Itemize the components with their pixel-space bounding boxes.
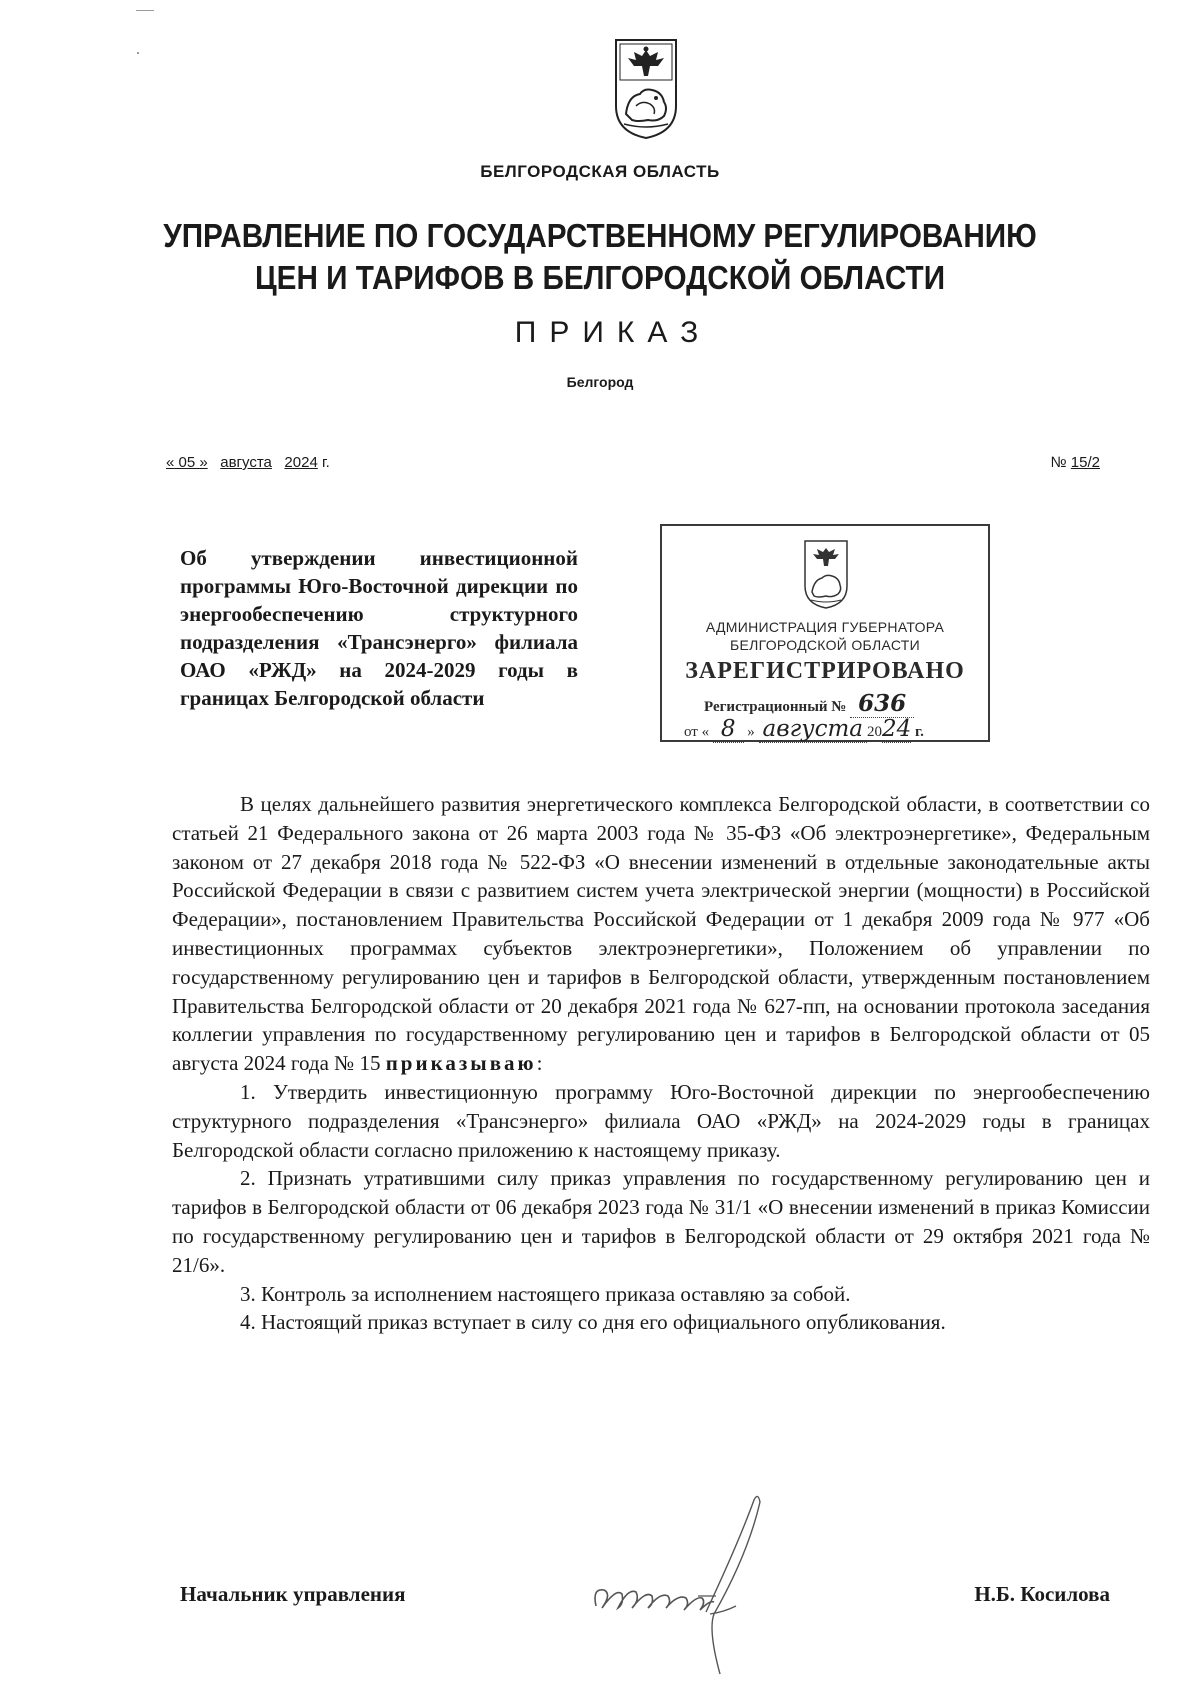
city: Белгород [566,374,634,390]
stamp-registration-number [704,690,914,717]
order-date-year: 2024 [284,454,318,471]
stamp-registered-label: ЗАРЕГИСТРИРОВАНО [685,658,965,684]
order-number [1051,454,1100,471]
document-type: ПРИКАЗ [514,316,712,349]
registration-stamp [660,524,990,742]
stamp-date-year-suffix: 24 [881,716,912,742]
handwritten-signature [588,1484,788,1684]
stamp-date-year-prefix: 20 [866,724,882,740]
authority-title-line-2: ЦЕН И ТАРИФОВ В БЕЛГОРОДСКОЙ ОБЛАСТИ [254,259,946,296]
scan-artifact-dot [137,52,139,54]
stamp-coat-of-arms-icon [802,538,850,610]
stamp-registration-number-label: Регистрационный № [704,699,847,715]
stamp-date-month: августа [759,716,867,743]
order-number-value: 15/2 [1070,454,1100,471]
preamble-text: В целях дальнейшего развития энергетического комплекса Белгородской области, в соответствии со статьей 21 Федерального закона от 26 марта 2003 года № 35-ФЗ «Об электроэнергетике», Федеральным законом от 27 декабря 2018 года № 522-ФЗ «О внесении изменений в отдельные законодательные акты Российской Федерации в связи с развитием систем учета электрической энергии (мощности) в Российской Федерации», постановлением Правительства Российской Федерации от 1 декабря 2009 года № 977 «Об инвестиционных программах субъектов электроэнергетики», Положением об управлении по государственному регулированию цен и тарифов в Белгородской области, утвержденным постановлением Правительства Белгородской области от 20 декабря 2021 года № 627-пп, на основании протокола заседания коллегии управления по государственному регулированию цен и тарифов в Белгородской области от 05 августа 2024 года № 15 [172,792,1150,1076]
order-word: приказываю [385,1051,537,1076]
stamp-registration-number-value: 636 [850,690,914,718]
stamp-administration [662,618,988,654]
stamp-administration-line-2: БЕЛГОРОДСКОЙ ОБЛАСТИ [730,637,920,653]
authority-title [150,215,1050,299]
order-date-close-quote: » [199,454,208,471]
preamble-paragraph [172,790,1150,1078]
region-name: БЕЛГОРОДСКАЯ ОБЛАСТЬ [480,162,720,181]
stamp-date-day: 8 [713,716,744,743]
order-item-4: 4. Настоящий приказ вступает в силу со дня его официального опубликования. [240,1310,946,1335]
order-number-prefix: № [1050,454,1067,471]
order-item-2: 2. Признать утратившими силу приказ управления по государственному регулированию цен и тарифов в Белгородской области от 06 декабря 2023 года № 31/1 «О внесении изменений в приказ Комиссии по государственному регулированию цен и тарифов в Белгородской области от 29 октября 2021 года № 21/6». [172,1166,1150,1277]
stamp-date-prefix: от « [684,724,710,740]
order-body [172,790,1150,1337]
stamp-date-mid: » [747,724,755,740]
order-item-3: 3. Контроль за исполнением настоящего приказа оставляю за собой. [240,1281,851,1306]
stamp-date-g: г. [915,724,924,740]
stamp-registration-date [684,716,924,743]
scan-artifact-line [136,10,154,11]
order-date-day: 05 [174,454,200,471]
order-date-month: августа [220,454,272,471]
coat-of-arms-icon [612,36,680,140]
signatory-title: Начальник управления [180,1582,406,1606]
order-date-open-quote: « [166,454,175,471]
signatory-name: Н.Б. Косилова [974,1582,1110,1606]
order-date [166,454,330,471]
order-subject: Об утверждении инвестиционной программы Юго-Восточной дирекции по энергообеспечению структурного подразделения «Трансэнерго» филиала ОАО «РЖД» на 2024-2029 годы в границах Белгородской области [180,546,578,710]
order-colon: : [536,1051,543,1076]
authority-title-line-1: УПРАВЛЕНИЕ ПО ГОСУДАРСТВЕННОМУ РЕГУЛИРОВАНИЮ [163,217,1037,254]
stamp-administration-line-1: АДМИНИСТРАЦИЯ ГУБЕРНАТОРА [705,619,945,635]
order-item-1: 1. Утвердить инвестиционную программу Юго-Восточной дирекции по энергообеспечению структурного подразделения «Трансэнерго» филиала ОАО «РЖД» на 2024-2029 годы в границах Белгородской области согласно приложению к настоящему приказу. [172,1079,1150,1162]
order-date-year-suffix: г. [321,454,330,471]
